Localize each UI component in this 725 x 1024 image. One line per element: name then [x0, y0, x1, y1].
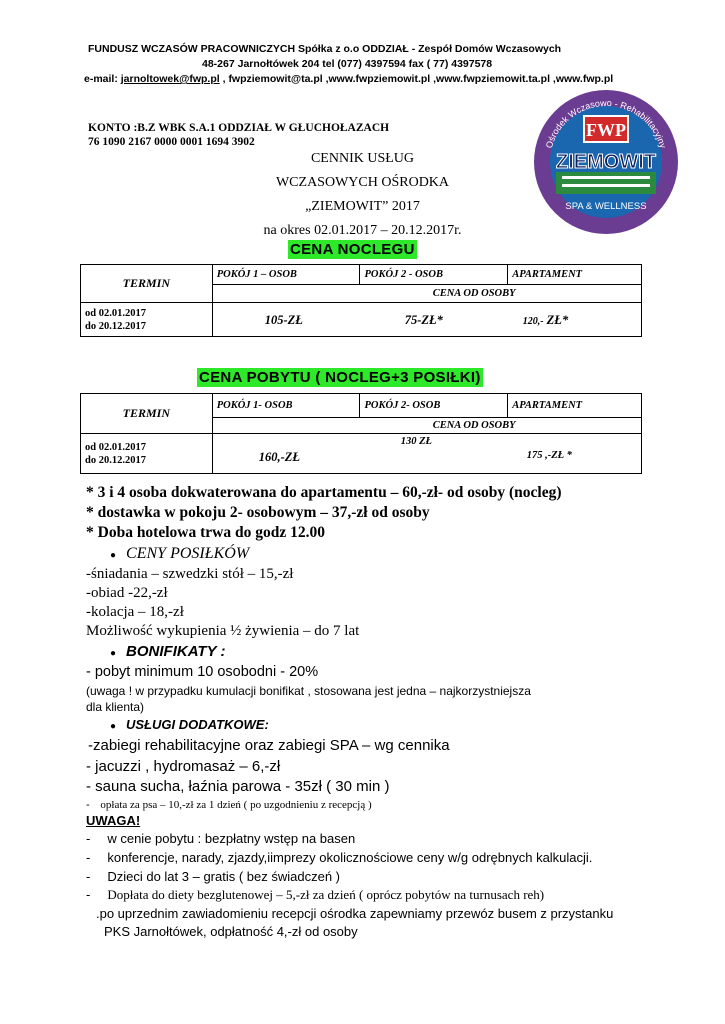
price-apartment: 175 ,-ZŁ * [526, 450, 572, 461]
logo-tagline: SPA & WELLNESS [565, 201, 647, 212]
bonus-heading-text: BONIFIKATY : [126, 643, 226, 660]
uwaga-item-text: Dzieci do lat 3 – gratis ( bez świadczeń ) [107, 869, 340, 884]
price-apartment-unit: ZŁ* [543, 313, 569, 327]
company-contact-line [84, 72, 613, 87]
table-subheader: CENA OD OSOBY [212, 285, 641, 303]
date-from: od 02.01.2017 [85, 441, 146, 453]
uwaga-item-conferences [86, 850, 592, 865]
extra-line-3: - sauna sucha, łaźnia parowa - 35zł ( 30 min ) [86, 778, 390, 795]
logo-name: ZIEMOWIT [556, 151, 656, 173]
table-header-room2: POKÓJ 2- OSOB [360, 394, 508, 418]
price-apartment-amount: 120,- [522, 316, 544, 327]
meal-half-board: Możliwość wykupienia ½ żywienia – do 7 lat [86, 623, 360, 639]
section-heading-stay: CENA POBYTU ( NOCLEG+3 POSIŁKI) [199, 369, 481, 386]
bonus-heading [110, 643, 226, 660]
uwaga-item-text: w cenie pobytu : bezpłatny wstęp na basen [107, 831, 356, 846]
extra-line-4 [86, 799, 372, 811]
transport-line-2: PKS Jarnołtówek, odpłatność 4,-zł od osoby [104, 924, 358, 939]
table-header-termin: TERMIN [81, 265, 213, 303]
date-to: do 20.12.2017 [85, 320, 146, 332]
logo-brand: FWP [586, 120, 626, 140]
meal-lunch: -obiad -22,-zł [86, 585, 168, 601]
uwaga-item-children [86, 869, 340, 884]
uwaga-item-pool [86, 831, 355, 846]
bonus-line-2: (uwaga ! w przypadku kumulacji bonifikat , stosowana jest jedna – najkorzystniejsza [86, 684, 531, 698]
extra-line-2: - jacuzzi , hydromasaż – 6,-zł [86, 758, 281, 775]
table-date-range [81, 434, 213, 474]
title-line-4: na okres 02.01.2017 – 20.12.2017r. [263, 223, 462, 238]
title-line-2: WCZASOWYCH OŚRODKA [275, 175, 450, 190]
extra-line-1: -zabiegi rehabilitacyjne oraz zabiegi SPA – wg cennika [88, 737, 450, 754]
dash: - [86, 831, 91, 846]
bank-account-label: KONTO :B.Z WBK S.A.1 ODDZIAŁ W GŁUCHOŁAZACH [88, 122, 390, 134]
price-room2: 130 ZŁ [400, 436, 432, 447]
meal-breakfast: -śniadania – szwedzki stół – 15,-zł [86, 566, 294, 582]
dash: - [86, 887, 91, 902]
bonus-line-3: dla klienta) [86, 700, 145, 714]
meals-heading-text: CENY POSIŁKÓW [126, 545, 250, 562]
bonus-line-1: - pobyt minimum 10 osobodni - 20% [86, 664, 319, 680]
uwaga-item-diet [86, 887, 544, 903]
table-header-room2: POKÓJ 2 - OSOB [360, 265, 508, 285]
note-extra-bed: * dostawka w pokoju 2- osobowym – 37,-zł od osoby [86, 504, 430, 521]
price-room2: 75-ZŁ* [404, 313, 443, 327]
price-room1: 160,-ZŁ [258, 450, 301, 464]
bank-account-number: 76 1090 2167 0000 0001 1694 3902 [88, 136, 255, 148]
meals-heading [110, 545, 249, 563]
transport-line-1: .po uprzednim zawiadomieniu recepcji ośrodka zapewniamy przewóz busem z przystanku [96, 906, 614, 921]
logo-arc-text: Ośrodek Wczasowo - Rehabilitacyjny [543, 97, 669, 150]
company-address-line: 48-267 Jarnołtówek 204 tel (077) 4397594 fax ( 77) 4397578 [202, 58, 493, 70]
bullet-icon: ● [110, 550, 117, 561]
table-header-room1: POKÓJ 1- OSOB [212, 394, 360, 418]
stay-price-table [80, 393, 642, 474]
note-extra-person: * 3 i 4 osoba dokwaterowana do apartamentu – 60,-zł- od osoby (nocleg) [86, 484, 562, 501]
company-name-line: FUNDUSZ WCZASÓW PRACOWNICZYCH Spółka z o.o ODDZIAŁ - Zespół Domów Wczasowych [88, 43, 562, 55]
table-price-row [212, 303, 641, 337]
extra-heading [110, 717, 269, 732]
table-price-row [212, 434, 641, 474]
table-header-termin: TERMIN [81, 394, 213, 434]
bullet-icon: ● [110, 648, 117, 659]
extra-line-4-text: opłata za psa – 10,-zł za 1 dzień ( po uzgodnieniu z recepcją ) [100, 799, 372, 811]
price-room1: 105-ZŁ [264, 313, 303, 327]
date-from: od 02.01.2017 [85, 307, 146, 319]
table-header-room1: POKÓJ 1 – OSOB [212, 265, 360, 285]
dash: - [86, 869, 91, 884]
accommodation-price-table [80, 264, 642, 337]
uwaga-heading: UWAGA! [86, 813, 141, 828]
note-checkout: * Doba hotelowa trwa do godz 12.00 [86, 524, 325, 541]
table-header-apartment: APARTAMENT [508, 265, 642, 285]
price-apartment [523, 313, 569, 328]
table-date-range [81, 303, 213, 337]
email-link[interactable]: jarnoltowek@fwp.pl [120, 73, 220, 85]
title-line-1: CENNIK USŁUG [310, 151, 415, 166]
table-subheader: CENA OD OSOBY [212, 418, 641, 434]
email-label: e-mail: [84, 73, 118, 85]
bullet-icon: ● [110, 721, 117, 732]
uwaga-item-text: konferencje, narady, zjazdy,iimprezy okolicznościowe ceny w/g odrębnych kalkulacji. [107, 850, 593, 865]
uwaga-item-text: Dopłata do diety bezglutenowej – 5,-zł za dzień ( oprócz pobytów na turnusach reh) [107, 887, 545, 902]
meal-dinner: -kolacja – 18,-zł [86, 604, 184, 620]
section-heading-accommodation: CENA NOCLEGU [290, 241, 415, 258]
table-header-apartment: APARTAMENT [508, 394, 642, 418]
date-to: do 20.12.2017 [85, 454, 146, 466]
contact-rest: , fwpziemowit@ta.pl ,www.fwpziemowit.pl ,www.fwpziemowit.ta.pl ,www.fwp.pl [219, 73, 614, 85]
title-line-3: „ZIEMOWIT” 2017 [305, 199, 420, 214]
dash: - [86, 799, 90, 811]
dash: - [86, 850, 91, 865]
extra-heading-text: USŁUGI DODATKOWE: [126, 717, 269, 732]
